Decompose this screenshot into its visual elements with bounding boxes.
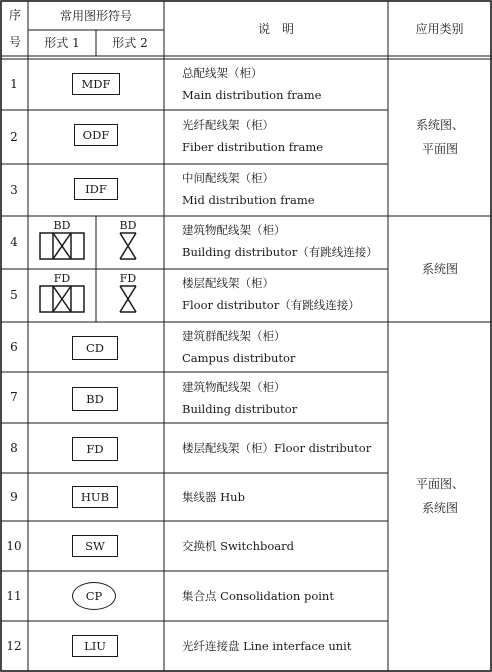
row-number: 10 — [6, 538, 22, 553]
description — [182, 486, 386, 508]
symbol-mdf: MDF — [72, 73, 120, 95]
symbol-liu: LIU — [72, 635, 118, 657]
description — [182, 114, 386, 158]
description — [182, 62, 386, 106]
category-line: 系统图 — [421, 501, 458, 515]
desc-en: Floor distributor（有跳线连接） — [182, 298, 360, 312]
desc-en: Building distributor — [182, 402, 298, 416]
category-line: 系统图、 — [415, 118, 464, 132]
desc-cn: 总配线架（柜） — [182, 66, 263, 80]
row-number: 6 — [10, 339, 18, 354]
description — [182, 635, 386, 657]
row-number: 12 — [6, 638, 22, 653]
header-seq-bottom: 号 — [8, 34, 21, 49]
category-line: 平面图、 — [415, 477, 464, 491]
row-number: 9 — [10, 489, 18, 504]
symbol-sw: SW — [72, 535, 118, 557]
symbol-fd-form2-label: FD — [119, 272, 137, 285]
header-category: 应用类别 — [415, 21, 464, 36]
header-symbol-group: 常用图形符号 — [59, 8, 132, 23]
category-group-2 — [388, 257, 492, 281]
symbol-bd-form1-label: BD — [53, 219, 71, 232]
symbol-bd-form2-label: BD — [119, 219, 137, 232]
fd-jumper-form1-icon — [38, 284, 86, 314]
row-number: 7 — [10, 390, 18, 405]
category-line: 平面图 — [421, 142, 458, 156]
row-number: 11 — [6, 588, 22, 603]
desc-cn: 中间配线架（柜） — [182, 171, 274, 185]
description — [182, 219, 386, 263]
symbol-fd: FD — [72, 437, 118, 461]
symbol-fd-form1-label: FD — [53, 272, 71, 285]
desc-text: 交换机 Switchboard — [182, 539, 295, 553]
desc-en: Campus distributor — [182, 351, 296, 365]
description — [182, 376, 386, 420]
description — [182, 585, 386, 607]
desc-en: Building distributor（有跳线连接） — [182, 245, 378, 259]
description — [182, 325, 386, 369]
row-number: 3 — [10, 182, 18, 197]
description — [182, 535, 386, 557]
desc-en: Mid distribution frame — [182, 193, 315, 207]
category-group-1 — [388, 113, 492, 161]
fd-jumper-form2-icon — [118, 284, 138, 314]
symbol-cp: CP — [72, 582, 116, 610]
category-line: 系统图 — [421, 262, 458, 276]
category-group-3 — [388, 472, 492, 520]
bd-jumper-form1-icon — [38, 231, 86, 261]
desc-cn: 楼层配线架（柜） — [182, 276, 274, 290]
row-number: 4 — [10, 235, 18, 250]
symbol-bd: BD — [72, 387, 118, 411]
desc-en: Main distribution frame — [182, 88, 322, 102]
desc-text: 集合点 Consolidation point — [182, 589, 334, 603]
header-form2: 形式 2 — [112, 35, 148, 50]
bd-jumper-form2-icon — [118, 231, 138, 261]
row-number: 5 — [10, 288, 18, 303]
description — [182, 167, 386, 211]
desc-cn: 建筑物配线架（柜） — [182, 223, 286, 237]
desc-text: 集线器 Hub — [182, 490, 245, 504]
desc-cn: 建筑物配线架（柜） — [182, 380, 286, 394]
row-number: 2 — [10, 129, 18, 144]
symbol-hub: HUB — [72, 486, 118, 508]
symbol-odf: ODF — [74, 124, 118, 146]
row-number: 1 — [10, 77, 18, 92]
symbol-cd: CD — [72, 336, 118, 360]
desc-en: Fiber distribution frame — [182, 140, 324, 154]
header-description: 说 明 — [257, 21, 294, 36]
desc-cn: 建筑群配线架（柜） — [182, 329, 286, 343]
header-form1: 形式 1 — [44, 35, 80, 50]
desc-text: 楼层配线架（柜）Floor distributor — [182, 441, 372, 455]
row-number: 8 — [10, 440, 18, 455]
symbol-idf: IDF — [74, 178, 118, 200]
desc-cn: 光纤配线架（柜） — [182, 118, 274, 132]
description — [182, 272, 386, 316]
desc-text: 光纤连接盘 Line interface unit — [182, 639, 352, 653]
header-seq-top: 序 — [8, 7, 21, 22]
description — [182, 437, 386, 459]
